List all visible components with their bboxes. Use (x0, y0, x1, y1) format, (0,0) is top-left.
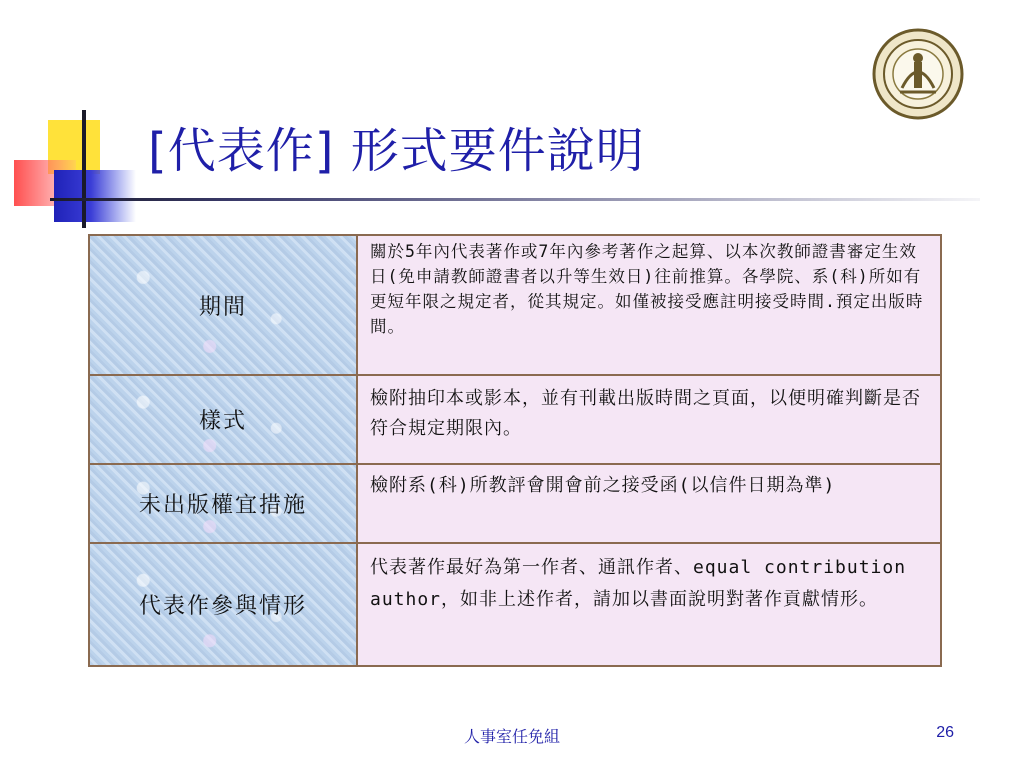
footer-text: 人事室任免組 (463, 727, 560, 746)
row-label: 樣式 (89, 375, 357, 464)
row-content: 檢附抽印本或影本，並有刊載出版時間之頁面，以便明確判斷是否符合規定期限內。 (357, 375, 941, 464)
page-number: 26 (936, 724, 954, 741)
slide-title: [代表作] 形式要件說明 (148, 123, 645, 179)
row-label: 期間 (89, 235, 357, 375)
decor-vertical-line (82, 110, 86, 228)
row-content: 代表著作最好為第一作者、通訊作者、equal contribution author，如非上述作者，請加以書面說明對著作貢獻情形。 (357, 543, 941, 666)
title-underline (50, 198, 980, 201)
table-row (89, 235, 941, 375)
university-seal-icon (872, 28, 964, 120)
decor-blue-square (54, 170, 136, 222)
row-label: 代表作參與情形 (89, 543, 357, 666)
table-row (89, 464, 941, 543)
table-row (89, 543, 941, 666)
requirements-table (88, 234, 942, 667)
row-label: 未出版權宜措施 (89, 464, 357, 543)
row-content: 檢附系(科)所教評會開會前之接受函(以信件日期為準) (357, 464, 941, 543)
table-row (89, 375, 941, 464)
row-content: 關於5年內代表著作或7年內參考著作之起算、以本次教師證書審定生效日(免申請教師證書者以升等生效日)往前推算。各學院、系(科)所如有更短年限之規定者，從其規定。如僅被接受應註明接受時間.預定出版時間。 (357, 235, 941, 375)
